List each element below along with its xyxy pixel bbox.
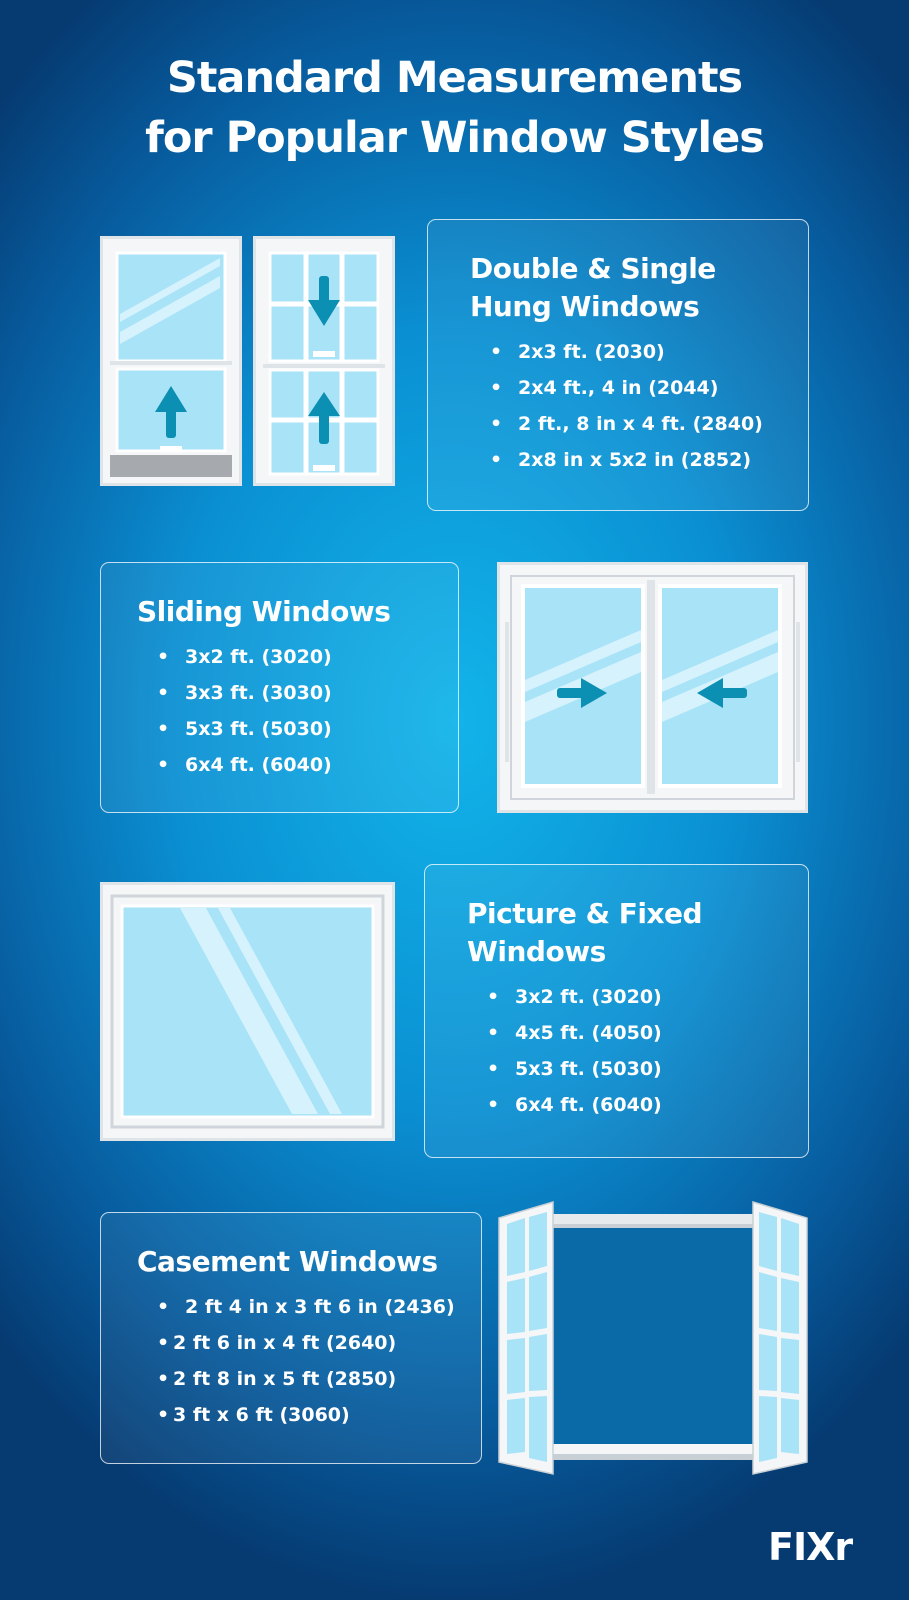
picture-title-line-1: Picture & Fixed (467, 897, 703, 930)
list-item: • 2 ft 6 in x 4 ft (2640) (157, 1332, 397, 1354)
page-title (0, 48, 909, 168)
list-item: • 2x4 ft., 4 in (2044) (490, 377, 719, 399)
fixr-logo: FIXr (768, 1525, 853, 1569)
casement-card (100, 1212, 482, 1464)
sliding-card (100, 562, 459, 813)
page-title-line-1: Standard Measurements (166, 53, 743, 103)
picture-title (467, 895, 702, 971)
double-hung-window-icon (100, 236, 242, 486)
picture-card (424, 864, 809, 1158)
sliding-sizes (157, 639, 332, 783)
double-hung-title-line-1: Double & Single (470, 252, 716, 285)
picture-sizes (487, 979, 662, 1123)
sliding-title: Sliding Windows (137, 595, 391, 628)
list-item: • 2x8 in x 5x2 in (2852) (490, 449, 752, 471)
double-hung-sizes (490, 334, 763, 478)
list-item: • 4x5 ft. (4050) (487, 1022, 662, 1044)
double-hung-title-line-2: Hung Windows (470, 290, 700, 323)
double-hung-card (427, 219, 809, 511)
list-item: • 6x4 ft. (6040) (157, 754, 332, 776)
list-item: • 2 ft 8 in x 5 ft (2850) (157, 1368, 397, 1390)
casement-title: Casement Windows (137, 1245, 438, 1278)
casement-window-icon (497, 1200, 809, 1476)
sliding-window-icon (497, 562, 808, 813)
list-item: • 3x3 ft. (3030) (157, 682, 332, 704)
list-item: • 3 ft x 6 ft (3060) (157, 1404, 350, 1426)
list-item: • 5x3 ft. (5030) (487, 1058, 662, 1080)
casement-sizes (157, 1289, 455, 1433)
picture-window-icon (100, 882, 395, 1141)
list-item: • 2 ft 4 in x 3 ft 6 in (2436) (157, 1296, 455, 1318)
list-item: • 3x2 ft. (3020) (487, 986, 662, 1008)
list-item: • 3x2 ft. (3020) (157, 646, 332, 668)
picture-title-line-2: Windows (467, 935, 606, 968)
list-item: • 5x3 ft. (5030) (157, 718, 332, 740)
list-item: • 2x3 ft. (2030) (490, 341, 665, 363)
page-title-line-2: for Popular Window Styles (145, 113, 764, 163)
double-hung-title (470, 250, 716, 326)
list-item: • 6x4 ft. (6040) (487, 1094, 662, 1116)
list-item: • 2 ft., 8 in x 4 ft. (2840) (490, 413, 763, 435)
single-hung-window-icon (253, 236, 395, 486)
